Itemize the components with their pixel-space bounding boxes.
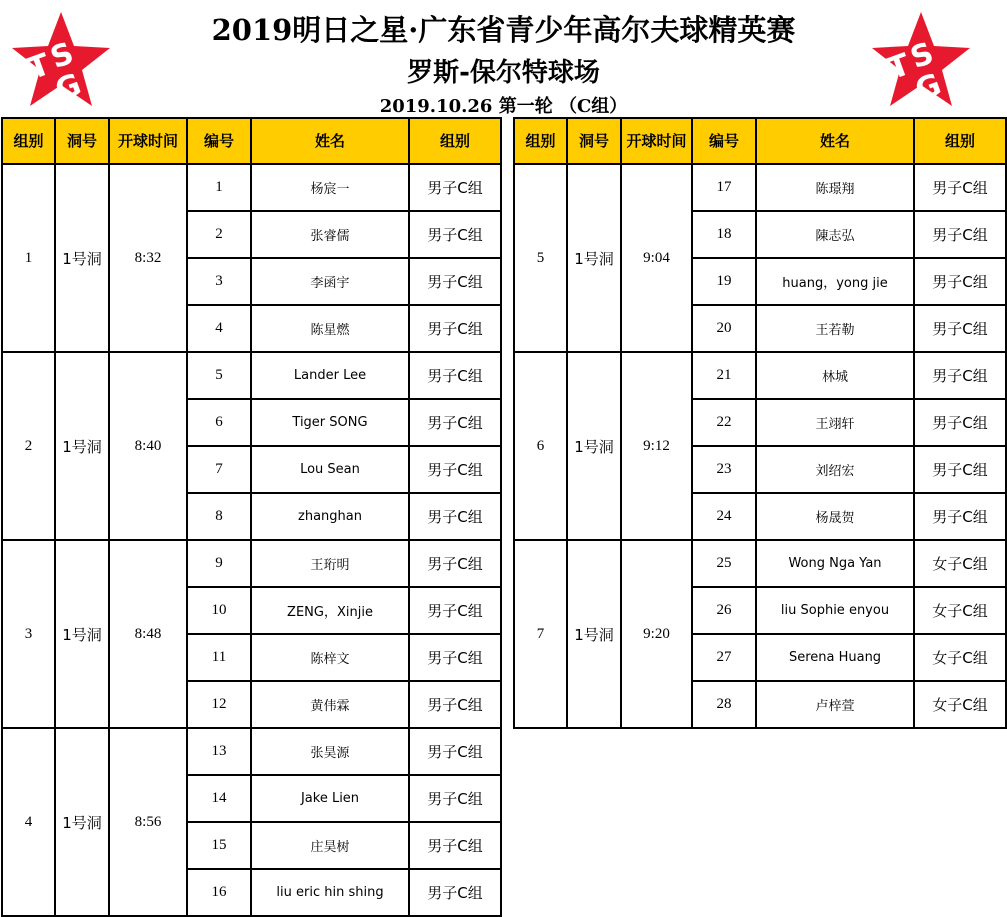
player-division: 男子C组 bbox=[409, 164, 501, 211]
player-division: 男子C组 bbox=[914, 305, 1006, 352]
player-name: 杨晟贺 bbox=[756, 493, 914, 540]
player-number: 4 bbox=[187, 305, 251, 352]
player-number: 20 bbox=[692, 305, 756, 352]
player-number: 27 bbox=[692, 634, 756, 681]
player-division: 男子C组 bbox=[409, 587, 501, 634]
tee-time: 8:40 bbox=[109, 352, 187, 540]
player-division: 男子C组 bbox=[409, 258, 501, 305]
player-division: 男子C组 bbox=[914, 399, 1006, 446]
player-number: 17 bbox=[692, 164, 756, 211]
player-division: 男子C组 bbox=[409, 728, 501, 775]
group-number: 5 bbox=[514, 164, 567, 352]
player-number: 11 bbox=[187, 634, 251, 681]
player-number: 21 bbox=[692, 352, 756, 399]
player-number: 25 bbox=[692, 540, 756, 587]
table-row bbox=[2, 164, 501, 211]
table-row bbox=[514, 540, 1006, 587]
tee-time: 8:32 bbox=[109, 164, 187, 352]
svg-text:G: G bbox=[50, 67, 86, 109]
player-division: 男子C组 bbox=[409, 775, 501, 822]
player-number: 12 bbox=[187, 681, 251, 728]
player-name: Tiger SONG bbox=[251, 399, 409, 446]
player-name: liu Sophie enyou bbox=[756, 587, 914, 634]
player-division: 女子C组 bbox=[914, 540, 1006, 587]
round-subtitle: 2019.10.26 第一轮 （C组） bbox=[379, 96, 628, 117]
player-division: 男子C组 bbox=[409, 540, 501, 587]
column-header: 姓名 bbox=[756, 118, 914, 164]
column-header: 洞号 bbox=[55, 118, 109, 164]
column-header: 组别 bbox=[2, 118, 55, 164]
hole-number: 1号洞 bbox=[567, 540, 621, 728]
player-number: 7 bbox=[187, 446, 251, 493]
group-number: 1 bbox=[2, 164, 55, 352]
player-number: 24 bbox=[692, 493, 756, 540]
player-name: huang，yong jie bbox=[756, 258, 914, 305]
svg-text:S: S bbox=[906, 35, 939, 77]
svg-text:T: T bbox=[883, 47, 915, 88]
right-pairing-table bbox=[513, 117, 1007, 729]
table-row bbox=[514, 164, 1006, 211]
player-division: 女子C组 bbox=[914, 634, 1006, 681]
player-number: 14 bbox=[187, 775, 251, 822]
player-division: 男子C组 bbox=[409, 399, 501, 446]
player-number: 13 bbox=[187, 728, 251, 775]
player-name: 张昊源 bbox=[251, 728, 409, 775]
column-header: 组别 bbox=[409, 118, 501, 164]
player-division: 男子C组 bbox=[914, 164, 1006, 211]
column-header: 编号 bbox=[692, 118, 756, 164]
player-number: 26 bbox=[692, 587, 756, 634]
hole-number: 1号洞 bbox=[55, 352, 109, 540]
player-number: 22 bbox=[692, 399, 756, 446]
hole-number: 1号洞 bbox=[55, 164, 109, 352]
table-row bbox=[2, 540, 501, 587]
player-division: 女子C组 bbox=[914, 587, 1006, 634]
group-number: 2 bbox=[2, 352, 55, 540]
player-division: 男子C组 bbox=[914, 211, 1006, 258]
player-name: 庄昊树 bbox=[251, 822, 409, 869]
player-division: 男子C组 bbox=[914, 446, 1006, 493]
player-number: 3 bbox=[187, 258, 251, 305]
player-division: 男子C组 bbox=[409, 681, 501, 728]
tee-time: 8:56 bbox=[109, 728, 187, 916]
table-row bbox=[2, 352, 501, 399]
player-name: 杨宸一 bbox=[251, 164, 409, 211]
player-name: Wong Nga Yan bbox=[756, 540, 914, 587]
player-number: 18 bbox=[692, 211, 756, 258]
player-number: 16 bbox=[187, 869, 251, 916]
player-number: 5 bbox=[187, 352, 251, 399]
column-header: 姓名 bbox=[251, 118, 409, 164]
player-name: Jake Lien bbox=[251, 775, 409, 822]
player-number: 9 bbox=[187, 540, 251, 587]
column-header: 开球时间 bbox=[621, 118, 692, 164]
player-number: 2 bbox=[187, 211, 251, 258]
player-number: 8 bbox=[187, 493, 251, 540]
table-row bbox=[2, 728, 501, 775]
player-name: 李函宇 bbox=[251, 258, 409, 305]
player-name: zhanghan bbox=[251, 493, 409, 540]
table-header-row bbox=[514, 118, 1006, 164]
player-division: 男子C组 bbox=[409, 446, 501, 493]
player-division: 男子C组 bbox=[409, 822, 501, 869]
player-name: 陈璟翔 bbox=[756, 164, 914, 211]
player-division: 男子C组 bbox=[409, 352, 501, 399]
player-division: 男子C组 bbox=[914, 493, 1006, 540]
venue-subtitle: 罗斯-保尔特球场 bbox=[407, 58, 600, 88]
column-header: 洞号 bbox=[567, 118, 621, 164]
tee-time: 9:04 bbox=[621, 164, 692, 352]
player-division: 男子C组 bbox=[409, 305, 501, 352]
player-number: 10 bbox=[187, 587, 251, 634]
svg-text:S: S bbox=[46, 35, 79, 77]
player-division: 男子C组 bbox=[409, 211, 501, 258]
player-name: 王翊轩 bbox=[756, 399, 914, 446]
player-name: 林城 bbox=[756, 352, 914, 399]
player-number: 15 bbox=[187, 822, 251, 869]
player-division: 男子C组 bbox=[914, 258, 1006, 305]
player-name: 陈星燃 bbox=[251, 305, 409, 352]
column-header: 组别 bbox=[914, 118, 1006, 164]
table-header-row bbox=[2, 118, 501, 164]
tee-time: 8:48 bbox=[109, 540, 187, 728]
player-division: 男子C组 bbox=[409, 634, 501, 681]
player-number: 1 bbox=[187, 164, 251, 211]
left-pairing-table bbox=[1, 117, 502, 917]
hole-number: 1号洞 bbox=[567, 352, 621, 540]
player-name: 黄伟霖 bbox=[251, 681, 409, 728]
player-number: 23 bbox=[692, 446, 756, 493]
table-row bbox=[514, 352, 1006, 399]
player-name: 张睿儒 bbox=[251, 211, 409, 258]
player-name: 陈梓文 bbox=[251, 634, 409, 681]
player-name: 刘绍宏 bbox=[756, 446, 914, 493]
column-header: 编号 bbox=[187, 118, 251, 164]
player-division: 男子C组 bbox=[914, 352, 1006, 399]
player-name: Lander Lee bbox=[251, 352, 409, 399]
player-name: 王若勒 bbox=[756, 305, 914, 352]
svg-text:G: G bbox=[910, 67, 946, 109]
page-title: 2019明日之星·广东省青少年高尔夫球精英赛 bbox=[211, 13, 796, 47]
player-number: 6 bbox=[187, 399, 251, 446]
group-number: 7 bbox=[514, 540, 567, 728]
player-name: ZENG，Xinjie bbox=[251, 587, 409, 634]
player-name: 卢梓萱 bbox=[756, 681, 914, 728]
player-name: Lou Sean bbox=[251, 446, 409, 493]
player-division: 男子C组 bbox=[409, 493, 501, 540]
player-name: Serena Huang bbox=[756, 634, 914, 681]
group-number: 4 bbox=[2, 728, 55, 916]
player-number: 28 bbox=[692, 681, 756, 728]
group-number: 3 bbox=[2, 540, 55, 728]
hole-number: 1号洞 bbox=[55, 728, 109, 916]
player-division: 男子C组 bbox=[409, 869, 501, 916]
column-header: 开球时间 bbox=[109, 118, 187, 164]
player-name: 陳志弘 bbox=[756, 211, 914, 258]
column-header: 组别 bbox=[514, 118, 567, 164]
player-name: liu eric hin shing bbox=[251, 869, 409, 916]
svg-text:T: T bbox=[23, 47, 55, 88]
player-number: 19 bbox=[692, 258, 756, 305]
tee-time: 9:20 bbox=[621, 540, 692, 728]
player-name: 王珩明 bbox=[251, 540, 409, 587]
hole-number: 1号洞 bbox=[567, 164, 621, 352]
tee-time: 9:12 bbox=[621, 352, 692, 540]
hole-number: 1号洞 bbox=[55, 540, 109, 728]
group-number: 6 bbox=[514, 352, 567, 540]
player-division: 女子C组 bbox=[914, 681, 1006, 728]
